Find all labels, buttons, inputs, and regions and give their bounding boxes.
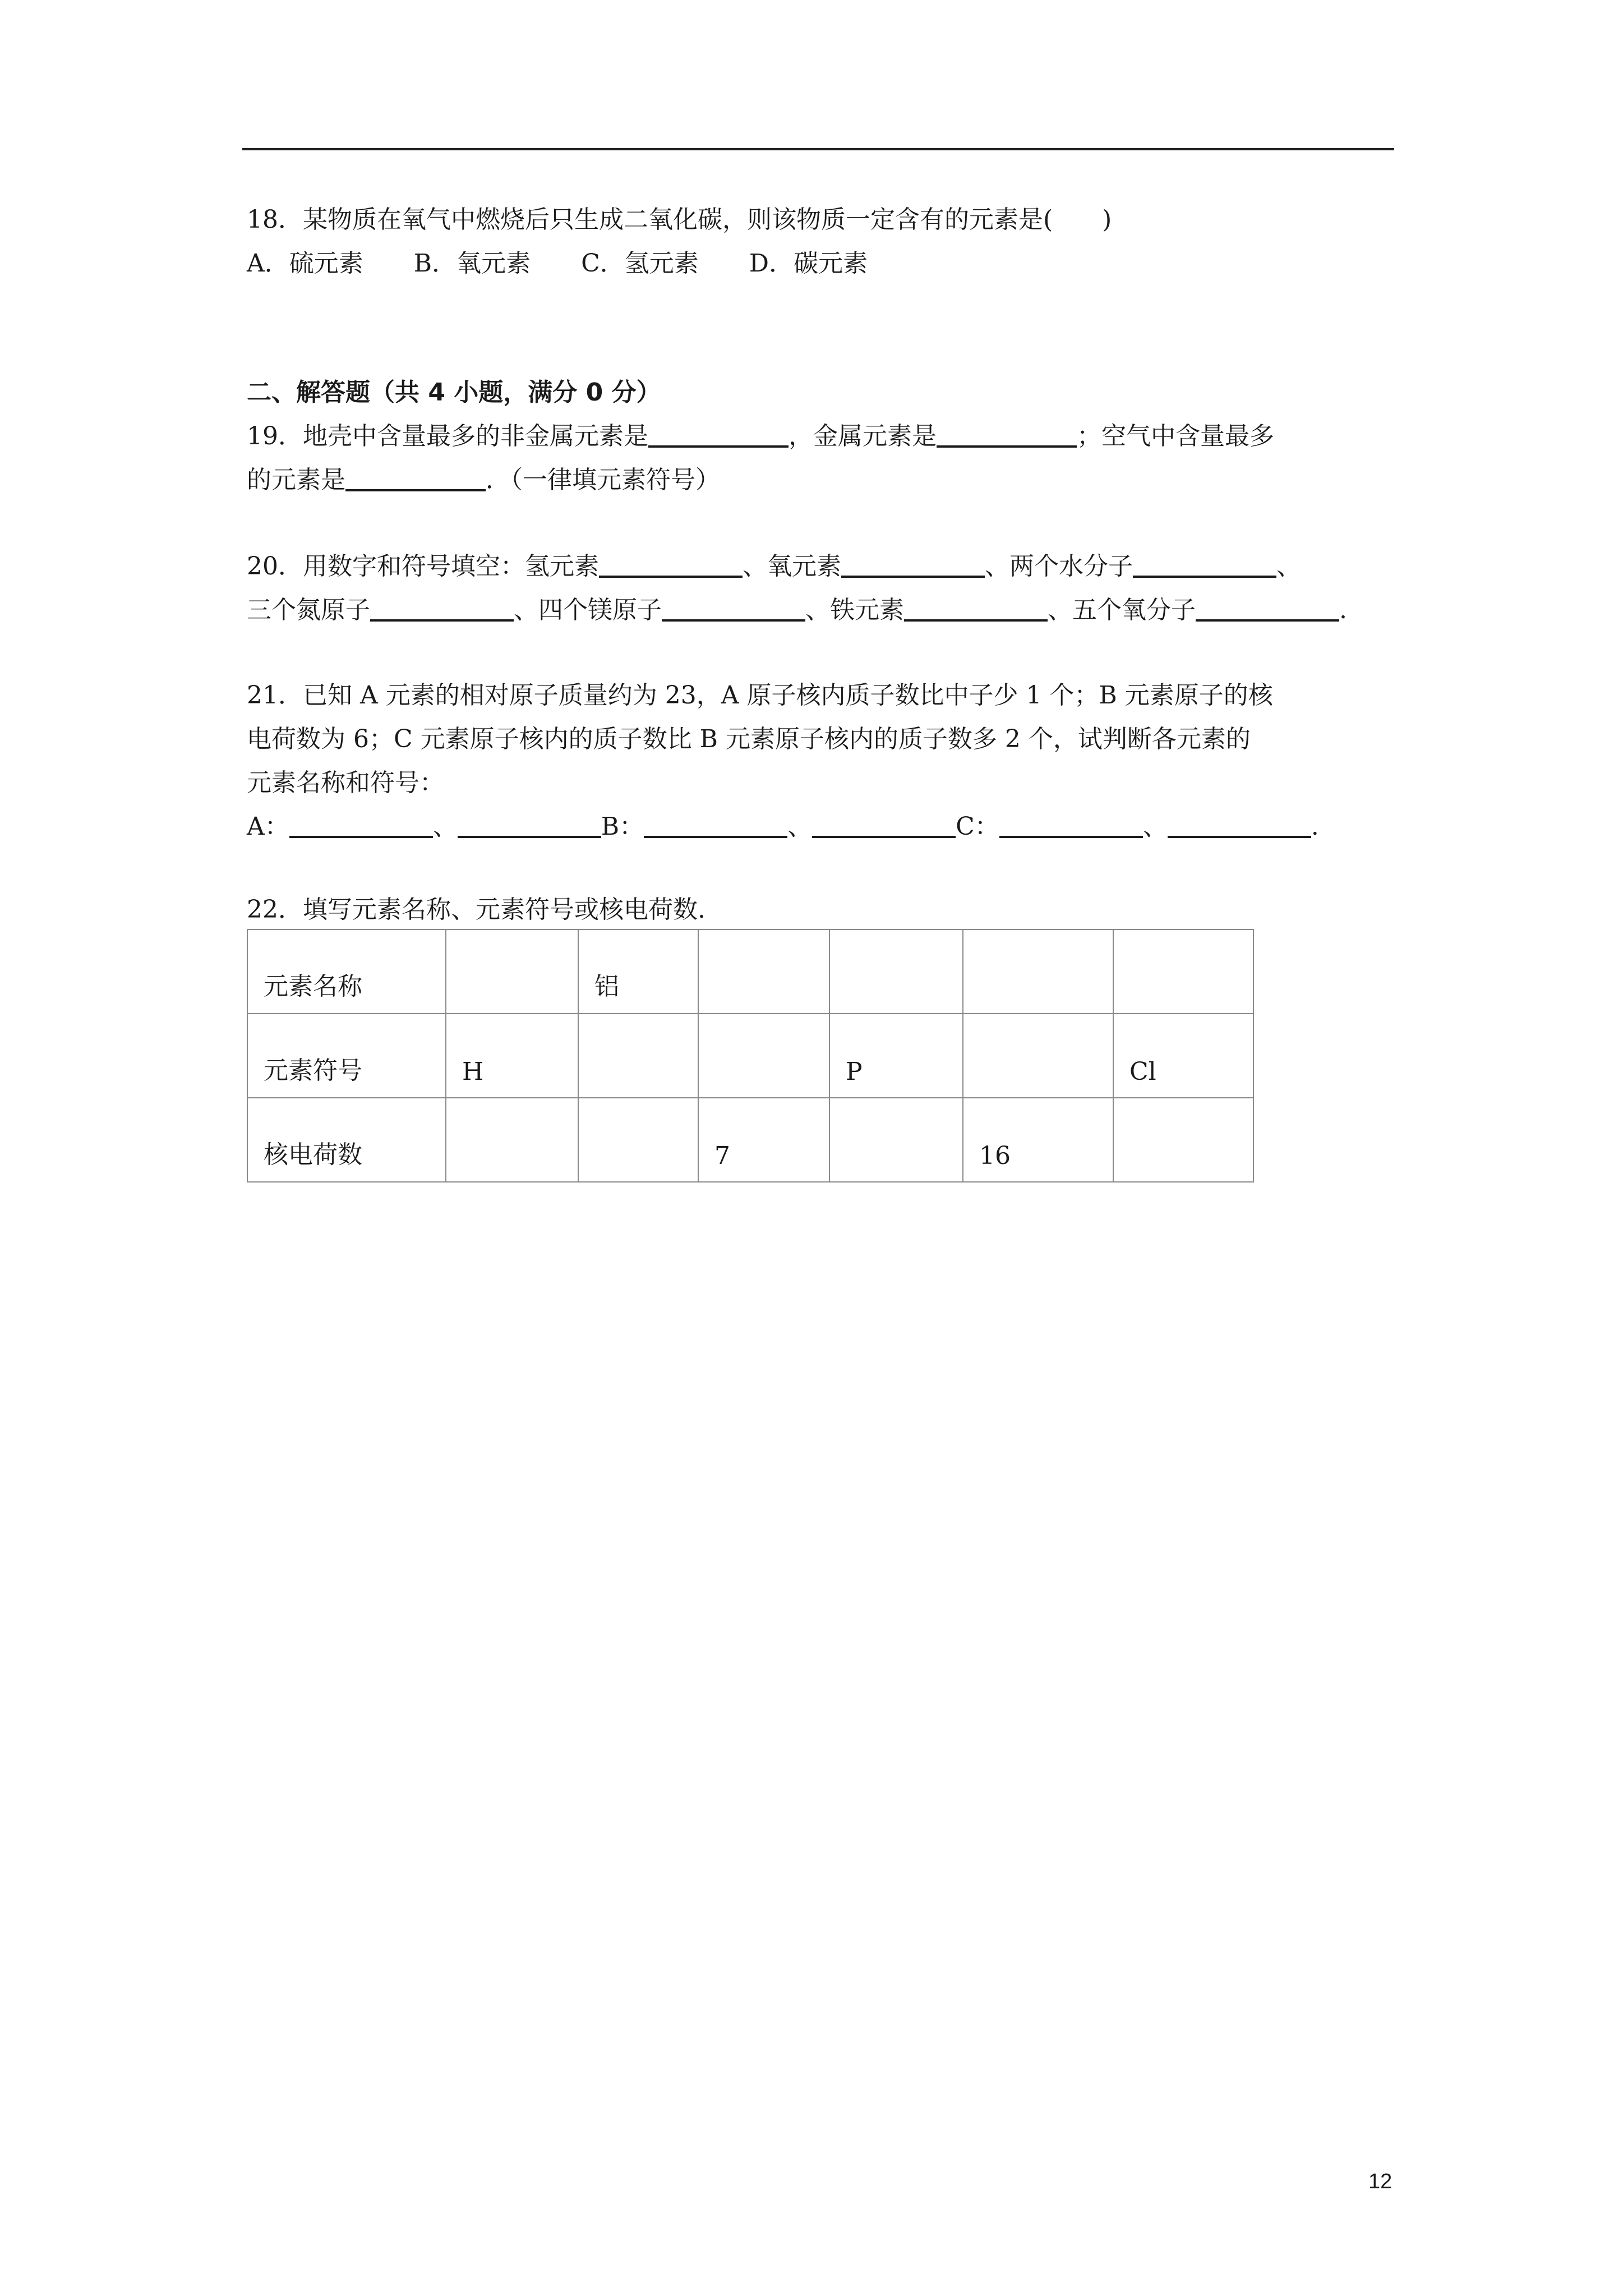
table-cell: P <box>829 1014 963 1098</box>
table-cell[interactable] <box>1113 930 1253 1014</box>
q21-answers <box>247 810 1319 844</box>
q20-text-3: 、两个水分子 <box>985 552 1133 581</box>
q20-blank-iron[interactable] <box>904 595 1048 622</box>
q20-text-7: 、铁元素 <box>805 596 904 624</box>
q18-option-b: B．氧元素 <box>413 249 531 278</box>
q21-label-a: A： <box>247 812 289 841</box>
q18-option-c: C．氢元素 <box>581 249 699 278</box>
q21-blank-b-name[interactable] <box>644 811 787 838</box>
table-cell[interactable] <box>446 930 578 1014</box>
q18-option-a: A．硫元素 <box>247 249 363 278</box>
page-number: 12 <box>1368 2170 1393 2193</box>
q20-text-8: 、五个氧分子 <box>1048 596 1196 624</box>
q21-sep-3: 、 <box>1142 812 1168 841</box>
table-row-nuclear-charge <box>247 1098 1253 1182</box>
q18-options <box>247 247 910 280</box>
q21-blank-a-symbol[interactable] <box>458 811 601 838</box>
q20-text-9: . <box>1339 596 1347 624</box>
table-cell[interactable] <box>1113 1098 1253 1182</box>
q21-blank-a-name[interactable] <box>289 811 433 838</box>
table-cell[interactable] <box>963 1014 1113 1098</box>
q20-blank-oxygen[interactable] <box>841 551 985 578</box>
table-cell: 16 <box>963 1098 1113 1182</box>
q20-blank-magnesium[interactable] <box>662 595 805 622</box>
q19-line2 <box>247 463 720 497</box>
q21-line1: 21．已知 A 元素的相对原子质量约为 23，A 原子核内质子数比中子少 1 个；B 元素原子的核 <box>247 681 1273 710</box>
section-heading: 二、解答题（共 4 小题，满分 0 分） <box>247 378 661 407</box>
q21-line3: 元素名称和符号： <box>247 769 444 797</box>
q19-text-1: 19．地壳中含量最多的非金属元素是 <box>247 422 648 450</box>
q21-end: . <box>1311 812 1319 841</box>
header-rule <box>242 148 1394 150</box>
q22-stem: 22．填写元素名称、元素符号或核电荷数. <box>247 895 706 924</box>
table-cell[interactable] <box>578 1098 698 1182</box>
q18-stem: 18．某物质在氧气中燃烧后只生成二氧化碳，则该物质一定含有的元素是( ) <box>247 205 1112 234</box>
q20-blank-hydrogen[interactable] <box>599 551 743 578</box>
row-label-element-symbol: 元素符号 <box>247 1014 446 1098</box>
table-cell[interactable] <box>698 1014 829 1098</box>
q20-text-6: 、四个镁原子 <box>514 596 662 624</box>
table-row-element-symbol <box>247 1014 1253 1098</box>
row-label-element-name: 元素名称 <box>247 930 446 1014</box>
table-row-element-name <box>247 930 1253 1014</box>
q21-sep-1: 、 <box>432 812 458 841</box>
q20-text-5: 三个氮原子 <box>247 596 370 624</box>
q20-line2 <box>247 593 1347 627</box>
q19-blank-nonmetal[interactable] <box>648 421 789 448</box>
q20-blank-oxygen-molecule[interactable] <box>1196 595 1339 622</box>
q20-text-2: 、氧元素 <box>743 552 841 581</box>
table-cell[interactable] <box>963 930 1113 1014</box>
q21-sep-2: 、 <box>787 812 813 841</box>
q19-text-2: ，金属元素是 <box>789 422 937 450</box>
q20-line1 <box>247 550 1301 583</box>
q19-text-3: ；空气中含量最多 <box>1077 422 1274 450</box>
q20-text-4: 、 <box>1276 552 1301 581</box>
table-cell[interactable] <box>698 930 829 1014</box>
row-label-nuclear-charge: 核电荷数 <box>247 1098 446 1182</box>
q19-text-4: 的元素是 <box>247 466 345 494</box>
q21-blank-c-symbol[interactable] <box>1168 811 1311 838</box>
table-cell: H <box>446 1014 578 1098</box>
q21-line2: 电荷数为 6；C 元素原子核内的质子数比 B 元素原子核内的质子数多 2 个，试判断各元素的 <box>247 725 1251 753</box>
table-cell: Cl <box>1113 1014 1253 1098</box>
q19-blank-air[interactable] <box>345 464 486 491</box>
q21-label-c: C： <box>956 812 999 841</box>
q21-label-b: B： <box>601 812 644 841</box>
q19-blank-metal[interactable] <box>937 421 1077 448</box>
q21-blank-b-symbol[interactable] <box>812 811 956 838</box>
q21-blank-c-name[interactable] <box>999 811 1143 838</box>
q19-line1 <box>247 420 1274 453</box>
q19-text-5: ．（一律填元素符号） <box>486 466 720 494</box>
q20-blank-nitrogen[interactable] <box>370 595 514 622</box>
table-cell[interactable] <box>578 1014 698 1098</box>
q20-blank-water[interactable] <box>1133 551 1276 578</box>
q18-option-d: D．碳元素 <box>749 249 868 278</box>
element-table <box>247 929 1254 1182</box>
table-cell: 铝 <box>578 930 698 1014</box>
table-cell[interactable] <box>829 1098 963 1182</box>
q20-text-1: 20．用数字和符号填空：氢元素 <box>247 552 599 581</box>
table-cell[interactable] <box>829 930 963 1014</box>
table-cell[interactable] <box>446 1098 578 1182</box>
table-cell: 7 <box>698 1098 829 1182</box>
